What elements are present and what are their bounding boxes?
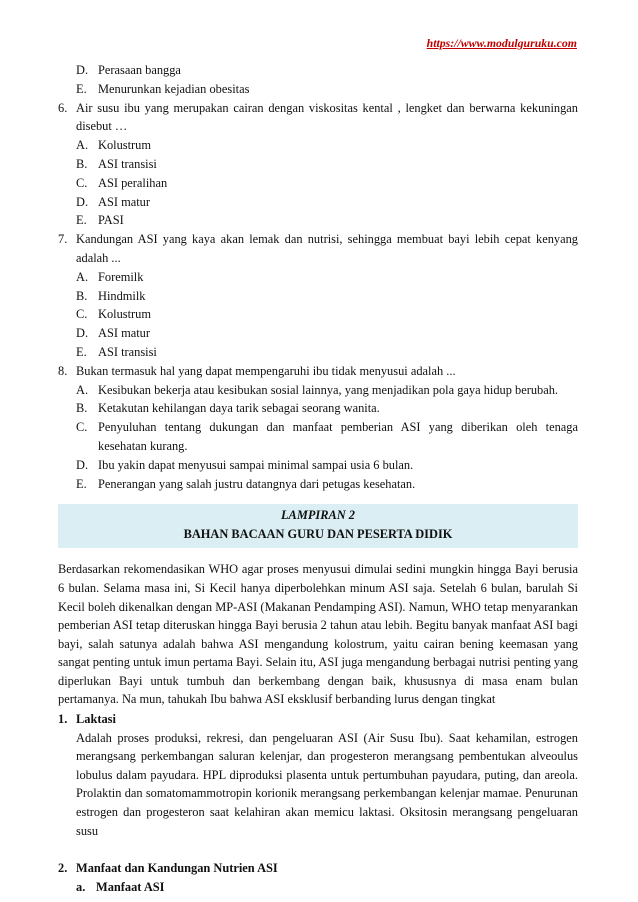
option-label: D. bbox=[76, 457, 89, 472]
q8-option-d bbox=[58, 456, 578, 475]
section-title: Laktasi bbox=[76, 712, 116, 727]
option-label: E. bbox=[76, 476, 87, 491]
q7-option-c bbox=[58, 305, 578, 324]
q7-option-d bbox=[58, 324, 578, 343]
option-label: D. bbox=[76, 63, 89, 77]
subsection-heading bbox=[58, 878, 578, 897]
q8-option-c bbox=[58, 418, 578, 456]
subsection-title: Manfaat ASI bbox=[96, 879, 165, 894]
option-label: C. bbox=[76, 420, 88, 435]
section-heading bbox=[58, 859, 578, 878]
option-text: Penerangan yang salah justru datangnya dari petugas kesehatan. bbox=[98, 476, 416, 491]
option-text: Ketakutan kehilangan daya tarik sebagai seorang wanita. bbox=[98, 401, 380, 416]
option-label: A. bbox=[76, 382, 89, 397]
q6-option-e bbox=[58, 211, 578, 230]
option-label: A. bbox=[76, 138, 89, 153]
option-text: PASI bbox=[98, 213, 124, 228]
option-text: Kolustrum bbox=[98, 307, 152, 322]
option-label: E. bbox=[76, 344, 87, 359]
option-text: Penyuluhan tentang dukungan dan manfaat pemberian ASI yang diberikan oleh tenaga kesehatan kurang. bbox=[98, 420, 578, 453]
section-title: Manfaat dan Kandungan Nutrien ASI bbox=[76, 861, 278, 876]
option-text: Hindmilk bbox=[98, 288, 146, 303]
option-label: E. bbox=[76, 213, 87, 228]
appendix-subtitle: BAHAN BACAAN GURU DAN PESERTA DIDIK bbox=[183, 527, 453, 542]
q6-option-c bbox=[58, 174, 578, 193]
section-number: 2. bbox=[58, 861, 68, 876]
q7-option-b bbox=[58, 287, 578, 306]
q6-option-a bbox=[58, 136, 578, 155]
question-8 bbox=[58, 362, 578, 381]
appendix-banner bbox=[58, 504, 578, 548]
option-label: A. bbox=[76, 269, 89, 284]
question-text: Air susu ibu yang merupakan cairan dengan viskositas kental , lengket dan berwarna kekuningan disebut … bbox=[76, 100, 578, 134]
section-manfaat bbox=[58, 859, 578, 896]
q8-option-a bbox=[58, 381, 578, 400]
subsection-label: a. bbox=[76, 879, 86, 894]
section-body: Adalah proses produksi, rekresi, dan pengeluaran ASI (Air Susu Ibu). Saat kehamilan, estrogen merangsang perkembangan saluran kelenjar, dan progesteron merangsang pembentukan alveoulus lobulus dalam payudara. HPL diproduksi plasenta untuk pertumbuhan payudara, puting, dan areola. Prolaktin dan somatomammotropin korionik merangsang perkembangan kelenjar mamae. Penurunan estrogen dan progesteron saat kelahiran akan memicu laktasi. Oksitosin merangsang pengeluaran susu bbox=[76, 730, 578, 838]
intro-paragraph: Berdasarkan rekomendasikan WHO agar proses menyusui dimulai sedini mungkin hingga Bayi berusia 6 bulan. Selama masa ini, Si Kecil hanya diperbolehkan minum ASI saja. Setelah 6 bulan, barulah Si Kecil boleh dikenalkan dengan MP-ASI (Makanan Pendamping ASI). Namun, WHO tetap menyarankan pemberian ASI tetap diteruskan hingga Bayi berusia 2 tahun atau lebih. Begitu banyak manfaat ASI bagi bayi, salah satunya adalah bahwa ASI mengandung kolostrum, yaitu cairan bening keemasan yang sangat penting untuk imun pertama Bayi. Selain itu, ASI juga mengandung berbagai nutrisi penting yang diperlukan Bayi untuk tumbuh dan berkembang dengan baik, khususnya di masa enam bulan pertamanya. Na mun, tahukah Ibu bahwa ASI eksklusif berbanding lurus dengan tingkat bbox=[58, 562, 578, 707]
option-label: B. bbox=[76, 401, 88, 416]
option-text: Perasaan bangga bbox=[98, 63, 181, 77]
appendix-title: LAMPIRAN 2 bbox=[280, 508, 355, 523]
q5-option-e bbox=[58, 80, 578, 99]
question-number: 8. bbox=[58, 363, 68, 378]
question-text: Bukan termasuk hal yang dapat mempengaruhi ibu tidak menyusui adalah ... bbox=[76, 363, 456, 378]
option-text: Kesibukan bekerja atau kesibukan sosial lainnya, yang menjadikan pola gaya hidup berubah. bbox=[98, 382, 559, 397]
q7-option-a bbox=[58, 268, 578, 287]
option-label: B. bbox=[76, 156, 88, 171]
option-label: B. bbox=[76, 288, 88, 303]
document-content bbox=[58, 61, 578, 896]
option-text: ASI peralihan bbox=[98, 175, 168, 190]
header-url-link[interactable]: https://www.modulguruku.com bbox=[426, 36, 577, 50]
question-number: 6. bbox=[58, 100, 68, 115]
option-text: Ibu yakin dapat menyusui sampai minimal sampai usia 6 bulan. bbox=[98, 457, 414, 472]
q8-option-e bbox=[58, 475, 578, 494]
question-text: Kandungan ASI yang kaya akan lemak dan nutrisi, sehingga membuat bayi lebih cepat kenyang adalah ... bbox=[76, 232, 578, 265]
q6-option-b bbox=[58, 155, 578, 174]
section-laktasi bbox=[58, 710, 578, 840]
spacer bbox=[58, 840, 578, 858]
question-number: 7. bbox=[58, 232, 68, 247]
option-text: ASI matur bbox=[98, 326, 150, 341]
q8-option-b bbox=[58, 399, 578, 418]
q6-option-d bbox=[58, 193, 578, 212]
option-label: E. bbox=[76, 81, 87, 96]
option-label: D. bbox=[76, 326, 89, 341]
option-text: ASI transisi bbox=[98, 156, 157, 171]
option-label: C. bbox=[76, 175, 88, 190]
option-text: ASI matur bbox=[98, 194, 150, 209]
question-6 bbox=[58, 99, 578, 137]
option-text: ASI transisi bbox=[98, 344, 157, 359]
section-number: 1. bbox=[58, 712, 68, 727]
option-text: Foremilk bbox=[98, 269, 144, 284]
option-label: D. bbox=[76, 194, 89, 209]
option-text: Kolustrum bbox=[98, 138, 152, 153]
q5-option-d bbox=[58, 61, 578, 80]
question-7 bbox=[58, 230, 578, 268]
q7-option-e bbox=[58, 343, 578, 362]
option-text: Menurunkan kejadian obesitas bbox=[98, 81, 250, 96]
option-label: C. bbox=[76, 307, 88, 322]
section-heading bbox=[58, 710, 578, 729]
